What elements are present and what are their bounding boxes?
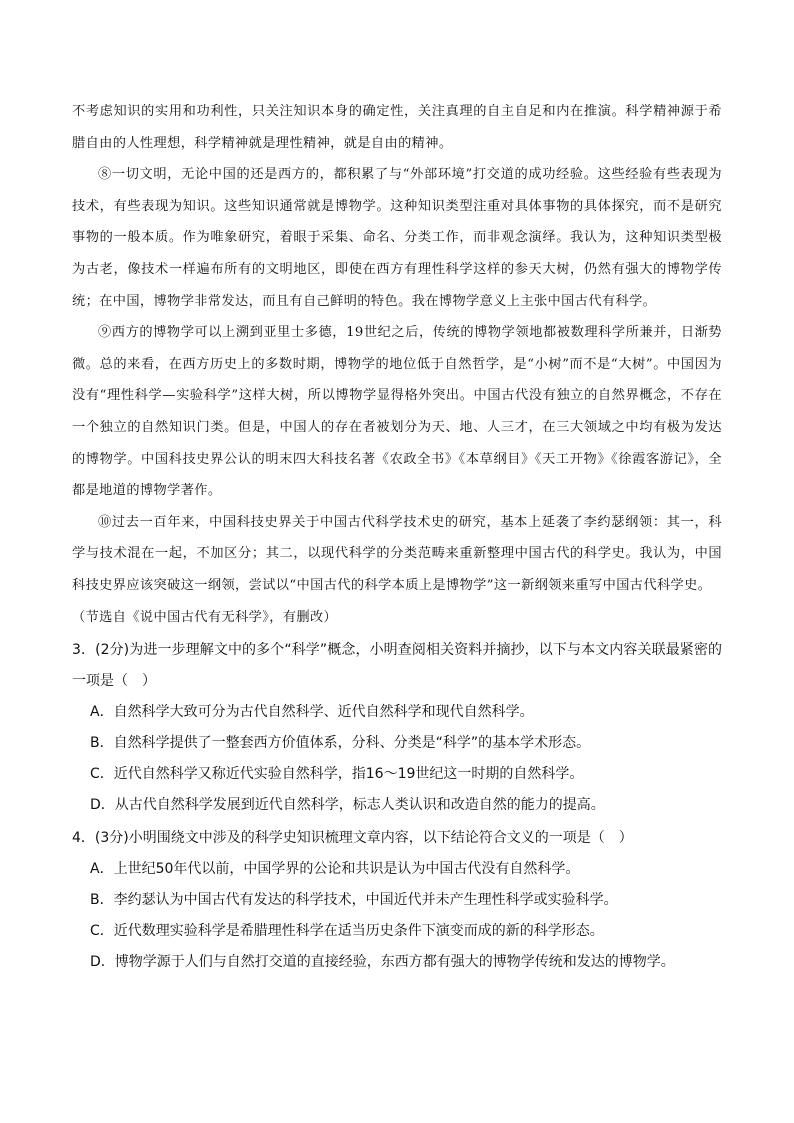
option-b[interactable] [72,728,722,759]
option-letter: D． [90,797,115,814]
option-b[interactable] [72,885,722,916]
option-text: 李约瑟认为中国古代有发达的科学技术，中国近代并未产生理性科学或实验科学。 [113,892,618,909]
question-stem: 3．(2分)为进一步理解文中的多个“科学”概念，小明查阅相关资料并摘抄，以下与本文内容关联最紧密的一项是（ ） [72,642,722,690]
option-letter: D． [90,954,115,971]
passage-paragraph-9: ⑨西方的博物学可以上溯到亚里士多德，19世纪之后，传统的博物学领地都被数理科学所兼并，日渐势微。总的来看，在西方历史上的多数时期，博物学的地位低于自然哲学，是“小树”而不是“大树”。中国因为没有“理性科学—实验科学”这样大树，所以博物学显得格外突出。中国古代没有独立的自然界概念，不存在一个独立的自然知识门类。但是，中国人的存在者被划分为天、地、人三才，在三大领域之中均有极为发达的博物学。中国科技史界公认的明末四大科技名著《农政全书》《本草纲目》《天工开物》《徐霞客游记》，全都是地道的博物学著作。 [72,325,722,499]
option-letter: A． [90,704,114,721]
option-d[interactable] [72,790,722,821]
question-4 [72,823,722,978]
option-a[interactable] [72,854,722,885]
reading-passage [72,96,722,633]
option-c[interactable] [72,916,722,947]
passage-source: （节选自《说中国古代有无科学》，有删改） [72,609,338,625]
option-text: 自然科学提供了一整套西方价值体系，分科、分类是“科学”的基本学术形态。 [113,735,591,752]
option-letter: B． [90,892,114,909]
option-letter: C． [90,766,114,783]
option-letter: A． [90,861,114,878]
passage-paragraph-8: ⑧一切文明，无论中国的还是西方的，都积累了与“外部环境”打交道的成功经验。这些经验有些表现为技术，有些表现为知识。这些知识通常就是博物学。这种知识类型注重对具体事物的具体探究，而不是研究事物的一般本质。作为唯象研究，着眼于采集、命名、分类工作，而非观念演绎。我认为，这种知识类型极为古老，像技术一样遍布所有的文明地区，即使在西方有理性科学这样的参天大树，仍然有强大的博物学传统；在中国，博物学非常发达，而且有自己鲜明的特色。我在博物学意义上主张中国古代有科学。 [72,167,722,309]
option-c[interactable] [72,759,722,790]
option-text: 从古代自然科学发展到近代自然科学，标志人类认识和改造自然的能力的提高。 [114,797,605,814]
option-a[interactable] [72,697,722,728]
passage-paragraph-intro: 不考虑知识的实用和功利性，只关注知识本身的确定性，关注真理的自主自足和内在推演。科学精神源于希腊自由的人性理想，科学精神就是理性精神，就是自由的精神。 [72,104,722,151]
option-d[interactable] [72,947,722,978]
option-letter: C． [90,923,114,940]
option-letter: B． [90,735,114,752]
passage-paragraph-10: ⑩过去一百年来，中国科技史界关于中国古代科学技术史的研究，基本上延袭了李约瑟纲领：其一，科学与技术混在一起，不加区分；其二，以现代科学的分类范畴来重新整理中国古代的科学史。我认为，中国科技史界应该突破这一纲领，尝试以“中国古代的科学本质上是博物学”这一新纲领来重写中国古代科学史。 [72,514,722,593]
question-3 [72,635,722,821]
document-page [72,96,722,978]
option-text: 自然科学大致可分为古代自然科学、近代自然科学和现代自然科学。 [113,704,534,721]
option-text: 上世纪50年代以前，中国学界的公论和共识是认为中国古代没有自然科学。 [113,861,580,878]
option-text: 近代数理实验科学是希腊理性科学在适当历史条件下演变而成的新的科学形态。 [113,923,604,940]
option-text: 博物学源于人们与自然打交道的直接经验，东西方都有强大的博物学传统和发达的博物学。 [114,954,675,971]
question-stem: 4．(3分)小明围绕文中涉及的科学史知识梳理文章内容，以下结论符合文义的一项是（ ） [72,830,633,847]
option-text: 近代自然科学又称近代实验自然科学，指16～19世纪这一时期的自然科学。 [113,766,584,783]
